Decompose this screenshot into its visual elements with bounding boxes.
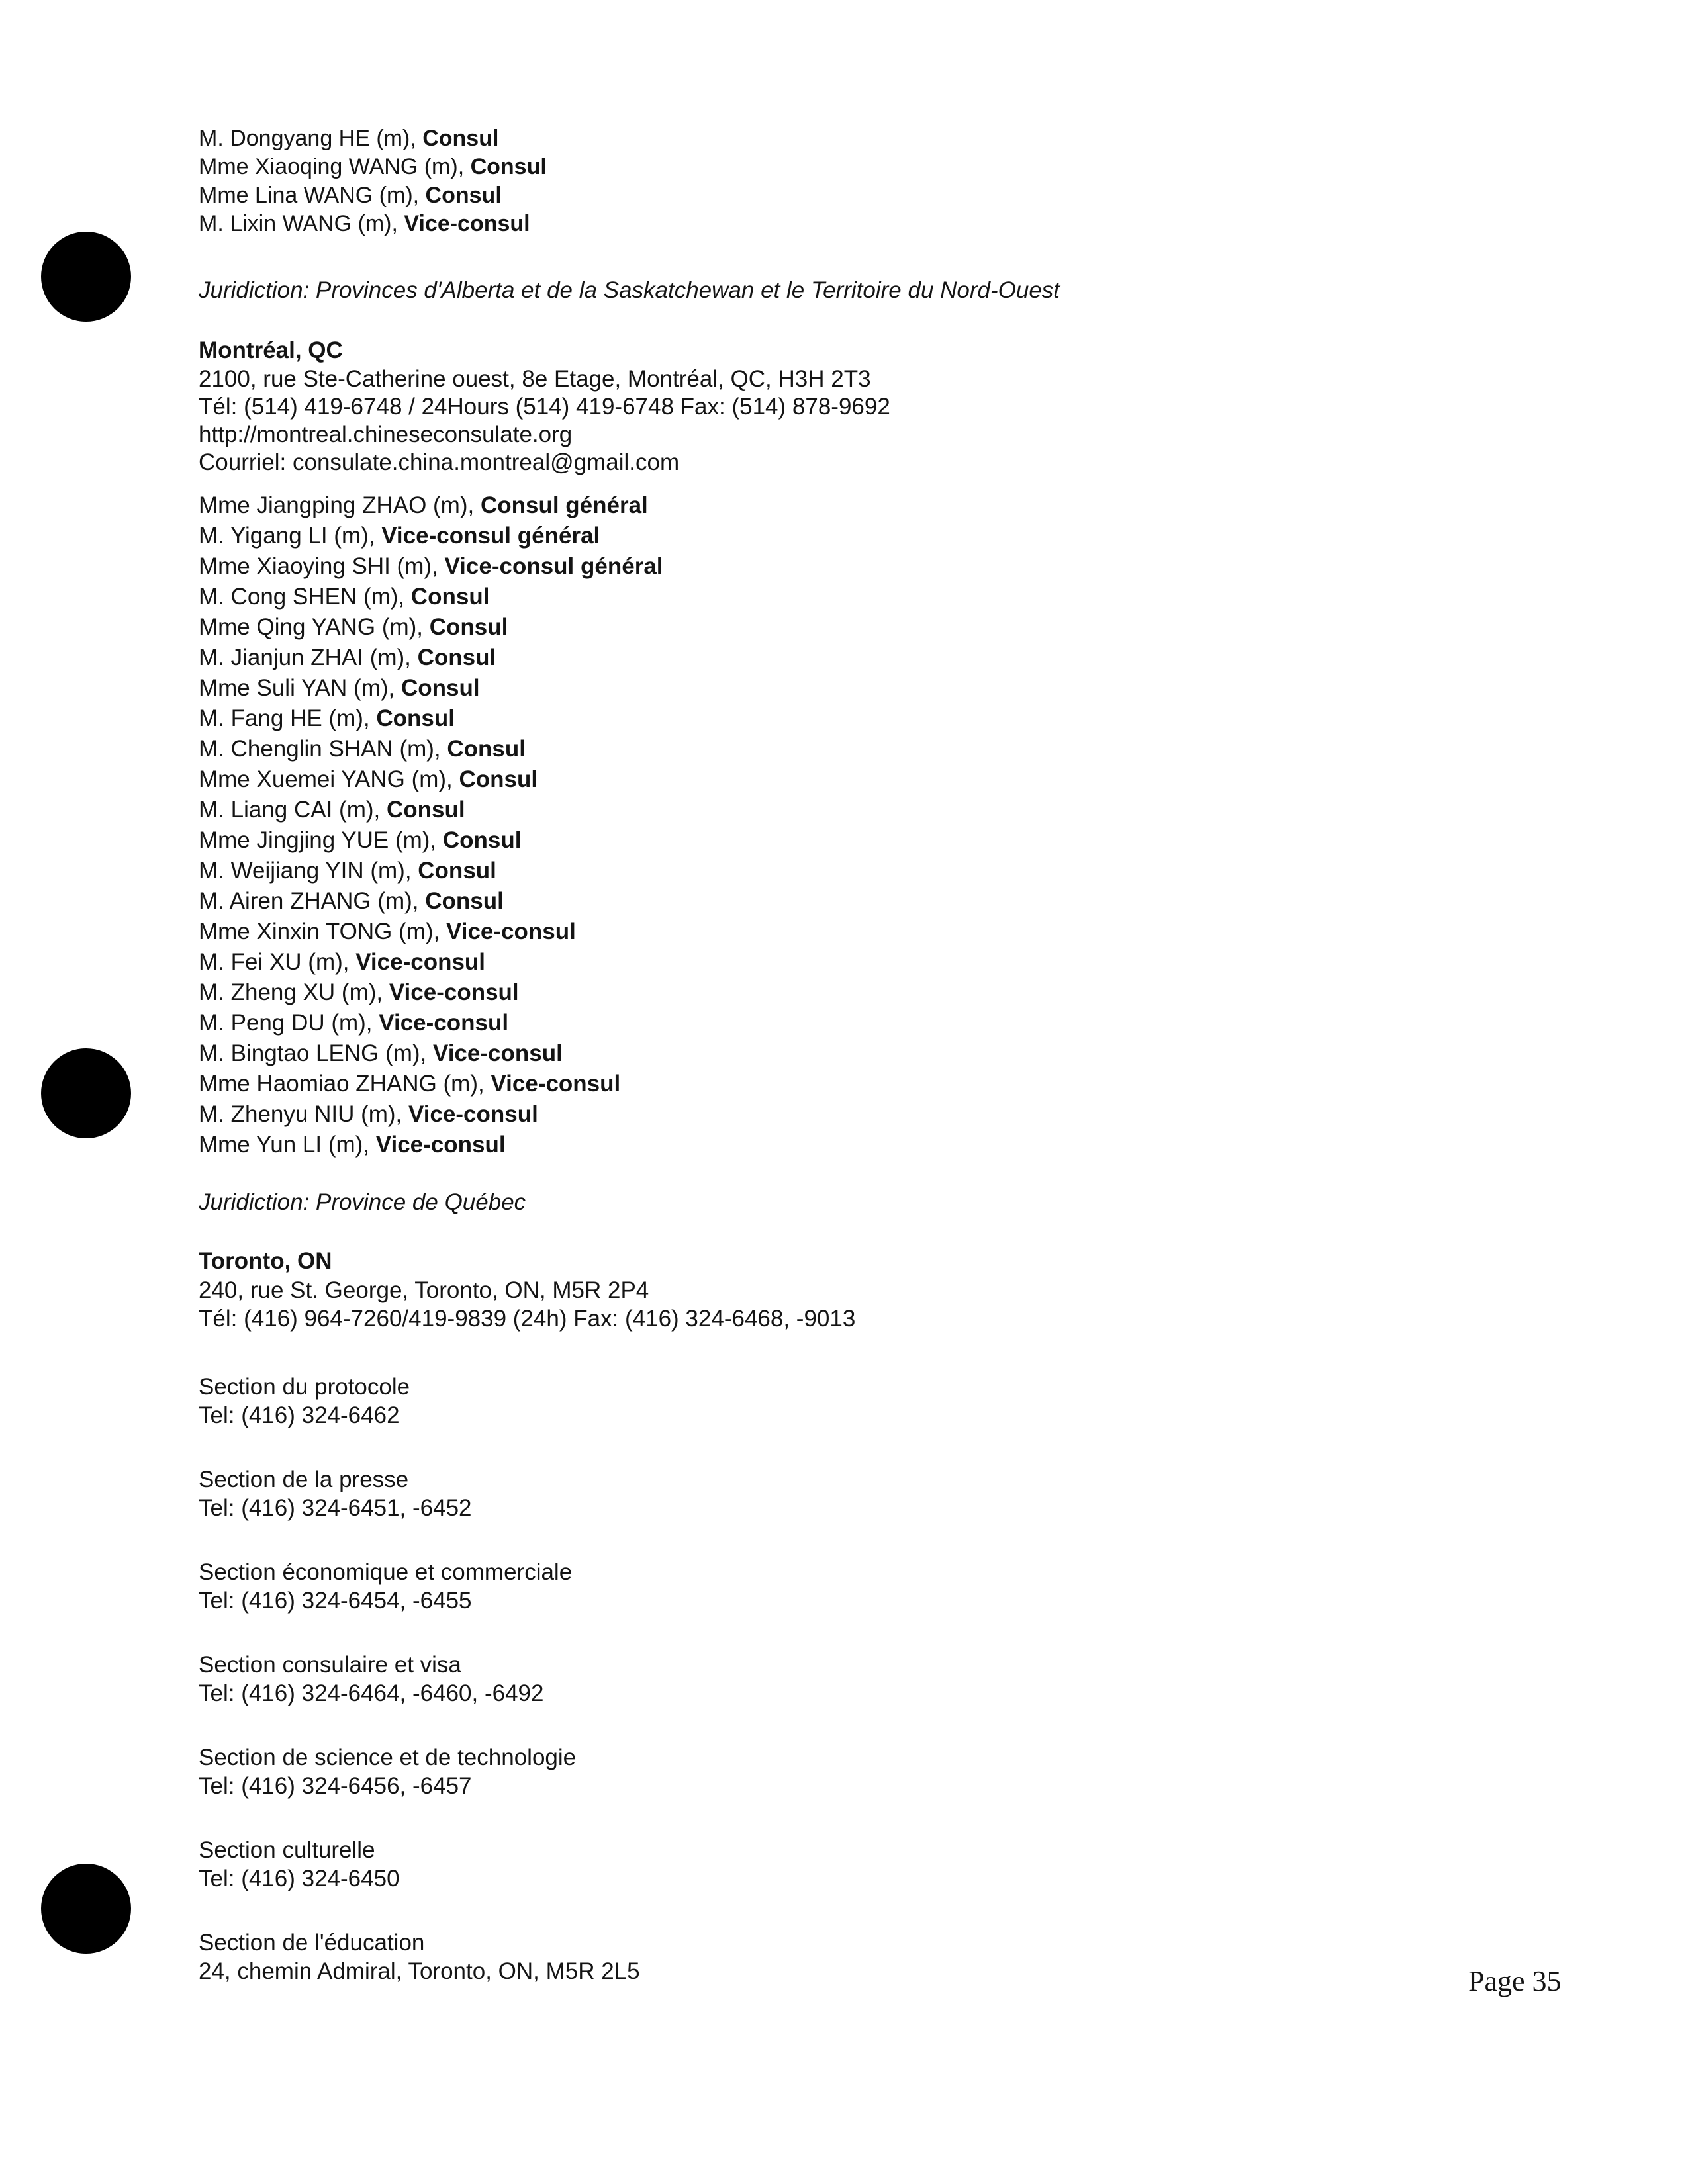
person-role: Vice-consul (491, 1071, 621, 1097)
section-title: Section culturelle (199, 1837, 375, 1863)
person-entry (199, 825, 1456, 856)
section-entry (199, 1373, 1456, 1430)
person-name: M. Lixin WANG (m), (199, 211, 404, 236)
montreal-city: Montréal, QC (199, 338, 343, 363)
montreal-jurisdction: Juridiction: Province de Québec (199, 1189, 526, 1215)
person-name: M. Jianjun ZHAI (m), (199, 645, 418, 670)
section-detail: Tel: (416) 324-6464, -6460, -6492 (199, 1680, 544, 1706)
section-entry (199, 1465, 1456, 1522)
montreal-url: http://montreal.chineseconsulate.org (199, 422, 573, 447)
person-role: Vice-consul (355, 949, 486, 975)
person-role: Vice-consul (408, 1101, 538, 1127)
person-entry (199, 1130, 1456, 1160)
person-entry (199, 643, 1456, 673)
person-name: Mme Jiangping ZHAO (m), (199, 492, 481, 518)
punch-hole-bottom (41, 1864, 131, 1954)
toronto-city: Toronto, ON (199, 1248, 332, 1274)
montreal-address: 2100, rue Ste-Catherine ouest, 8e Etage, Montréal, QC, H3H 2T3 (199, 366, 871, 392)
person-role: Consul (459, 766, 538, 792)
person-entry (199, 210, 1456, 238)
person-role: Consul (400, 675, 480, 701)
section-detail: 24, chemin Admiral, Toronto, ON, M5R 2L5 (199, 1958, 640, 1984)
montreal-email: Courriel: consulate.china.montreal@gmail.com (199, 449, 680, 475)
person-role: Consul (386, 797, 465, 823)
person-role: Vice-consul (375, 1132, 506, 1158)
person-entry (199, 795, 1456, 825)
section-title: Section de la presse (199, 1467, 409, 1492)
person-name: Mme Xuemei YANG (m), (199, 766, 459, 792)
section-entry (199, 1558, 1456, 1615)
person-name: Mme Lina WANG (m), (199, 183, 426, 208)
person-role: Vice-consul général (444, 553, 663, 579)
person-entry (199, 612, 1456, 643)
person-role: Consul (425, 183, 502, 208)
person-name: Mme Xiaoying SHI (m), (199, 553, 445, 579)
person-role: Consul (418, 858, 496, 884)
person-entry (199, 1038, 1456, 1069)
person-entry (199, 856, 1456, 886)
section-title: Section de science et de technologie (199, 1745, 577, 1770)
person-role: Consul (470, 154, 547, 179)
vancouver-people-list (199, 124, 1456, 238)
person-name: M. Dongyang HE (m), (199, 126, 423, 151)
person-entry (199, 582, 1456, 612)
person-entry (199, 886, 1456, 917)
person-entry (199, 978, 1456, 1008)
person-name: Mme Yun LI (m), (199, 1132, 376, 1158)
person-name: M. Bingtao LENG (m), (199, 1040, 433, 1066)
person-role: Consul (442, 827, 522, 853)
person-role: Vice-consul (432, 1040, 563, 1066)
person-name: M. Zhenyu NIU (m), (199, 1101, 408, 1127)
punch-hole-top (41, 232, 131, 322)
section-detail: Tel: (416) 324-6451, -6452 (199, 1495, 472, 1521)
montreal-phone: Tél: (514) 419-6748 / 24Hours (514) 419-6748 Fax: (514) 878-9692 (199, 394, 890, 420)
toronto-header (199, 1247, 1456, 1333)
person-name: M. Yigang LI (m), (199, 523, 382, 549)
person-entry (199, 1099, 1456, 1130)
montreal-people-list (199, 490, 1456, 1160)
section-title: Section économique et commerciale (199, 1559, 573, 1585)
section-detail: Tel: (416) 324-6456, -6457 (199, 1773, 472, 1799)
person-entry (199, 1069, 1456, 1099)
person-role: Consul (376, 705, 455, 731)
person-name: M. Weijiang YIN (m), (199, 858, 418, 884)
person-name: Mme Xiaoqing WANG (m), (199, 154, 471, 179)
toronto-phone: Tél: (416) 964-7260/419-9839 (24h) Fax: (416) 324-6468, -9013 (199, 1306, 856, 1332)
toronto-address: 240, rue St. George, Toronto, ON, M5R 2P4 (199, 1277, 649, 1303)
person-entry (199, 734, 1456, 764)
section-entry (199, 1743, 1456, 1800)
person-name: M. Cong SHEN (m), (199, 584, 411, 610)
person-role: Vice-consul général (381, 523, 600, 549)
person-name: Mme Jingjing YUE (m), (199, 827, 443, 853)
person-role: Consul (425, 888, 504, 914)
person-role: Vice-consul (389, 979, 519, 1005)
person-name: M. Fang HE (m), (199, 705, 377, 731)
vancouver-jurisdiction: Juridiction: Provinces d'Alberta et de la Saskatchewan et le Territoire du Nord-Ouest (199, 277, 1060, 303)
person-entry (199, 181, 1456, 210)
person-name: M. Fei XU (m), (199, 949, 356, 975)
person-entry (199, 704, 1456, 734)
person-name: M. Chenglin SHAN (m), (199, 736, 447, 762)
person-role: Consul (422, 126, 499, 151)
person-entry (199, 764, 1456, 795)
toronto-sections (199, 1373, 1456, 2021)
punch-hole-middle (41, 1048, 131, 1138)
person-name: M. Liang CAI (m), (199, 797, 387, 823)
person-entry (199, 1008, 1456, 1038)
person-entry (199, 521, 1456, 551)
section-detail: Tel: (416) 324-6454, -6455 (199, 1588, 472, 1614)
person-name: M. Zheng XU (m), (199, 979, 389, 1005)
person-role: Vice-consul (379, 1010, 509, 1036)
person-entry (199, 124, 1456, 153)
person-role: Consul général (480, 492, 648, 518)
person-name: Mme Qing YANG (m), (199, 614, 430, 640)
montreal-header (199, 336, 1456, 477)
person-role: Consul (410, 584, 490, 610)
person-role: Vice-consul (446, 919, 576, 944)
person-name: M. Airen ZHANG (m), (199, 888, 426, 914)
person-name: Mme Xinxin TONG (m), (199, 919, 447, 944)
section-detail: Tel: (416) 324-6450 (199, 1866, 400, 1891)
person-entry (199, 153, 1456, 181)
section-title: Section de l'éducation (199, 1930, 425, 1956)
person-name: Mme Haomiao ZHANG (m), (199, 1071, 491, 1097)
person-entry (199, 551, 1456, 582)
person-name: Mme Suli YAN (m), (199, 675, 401, 701)
section-entry (199, 1929, 1456, 1985)
person-name: M. Peng DU (m), (199, 1010, 379, 1036)
person-entry (199, 673, 1456, 704)
section-entry (199, 1836, 1456, 1893)
section-entry (199, 1651, 1456, 1707)
section-title: Section du protocole (199, 1374, 410, 1400)
person-entry (199, 490, 1456, 521)
section-title: Section consulaire et visa (199, 1652, 461, 1678)
section-detail: Tel: (416) 324-6462 (199, 1402, 400, 1428)
person-entry (199, 947, 1456, 978)
person-role: Consul (429, 614, 508, 640)
person-role: Consul (447, 736, 526, 762)
person-role: Vice-consul (404, 211, 530, 236)
person-entry (199, 917, 1456, 947)
page-number: Page 35 (1468, 1965, 1562, 1997)
person-role: Consul (417, 645, 496, 670)
